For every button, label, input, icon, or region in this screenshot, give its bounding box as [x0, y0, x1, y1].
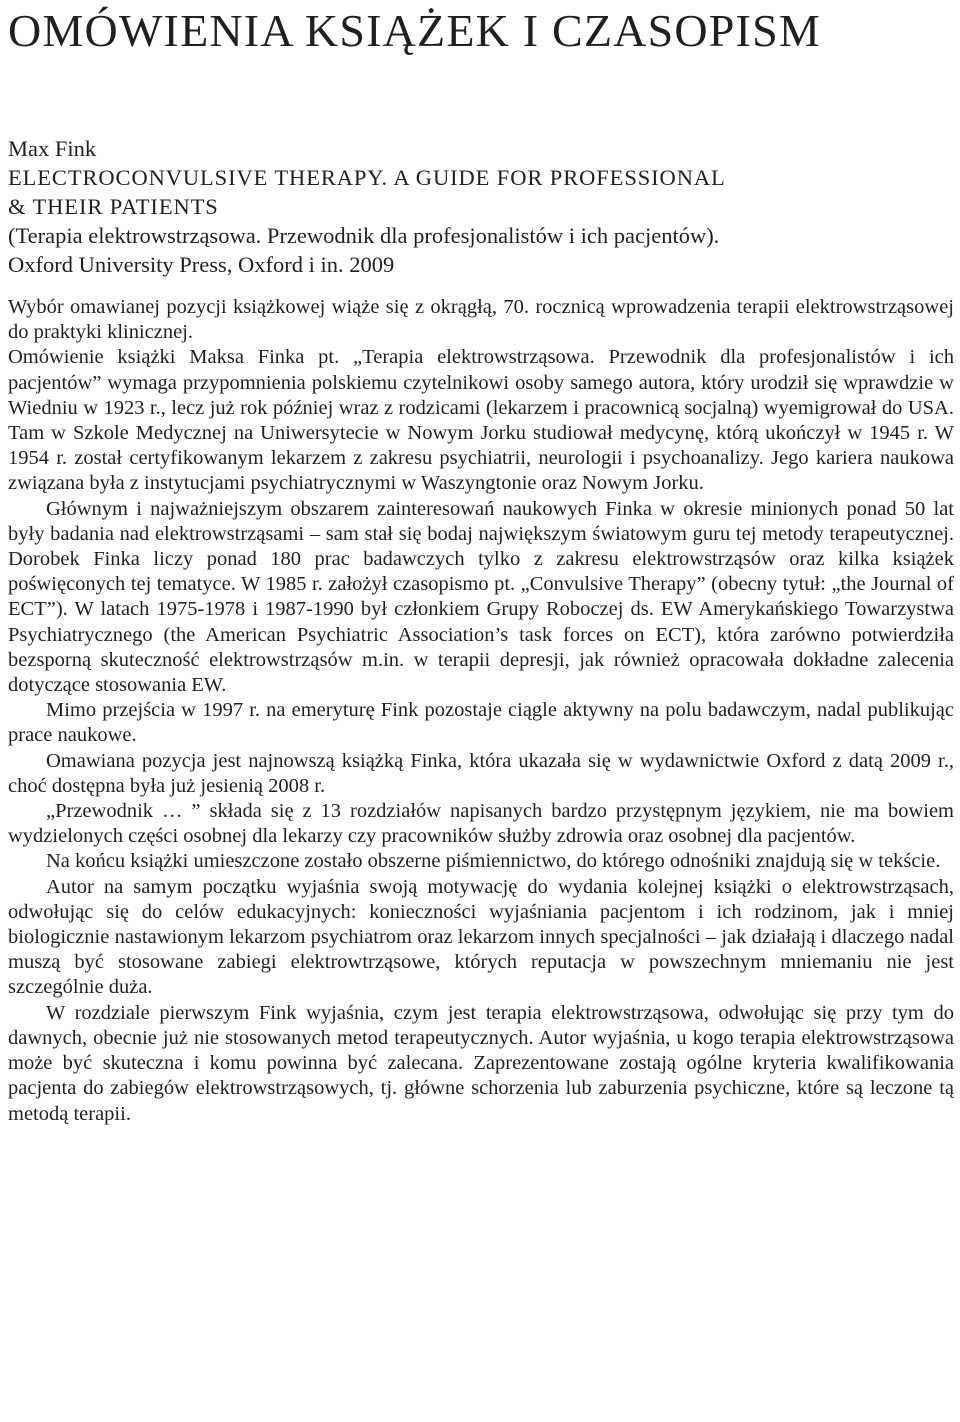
- bibliographic-entry: [8, 134, 954, 279]
- review-body: [8, 295, 954, 1127]
- review-paragraph: Mimo przejścia w 1997 r. na emeryturę Fink pozostaje ciągle aktywny na polu badawczym, nadal publikując prace naukowe.: [8, 699, 954, 747]
- review-paragraph: W rozdziale pierwszym Fink wyjaśnia, czym jest terapia elektrowstrząsowa, odwołując się przy tym do dawnych, obecnie już nie stosowanych metod terapeutycznych. Autor wyjaśnia, u kogo terapia elektrowstrząsowa może być skuteczna i komu powinna być zalecana. Zaprezentowane zostają ogólne kryteria kwalifikowania pacjenta do zabiegów elektrowstrząsowych, tj. główne schorzenia lub zaburzenia psychiczne, które są leczone tą metodą terapii.: [8, 1001, 954, 1125]
- review-paragraph: Wybór omawianej pozycji książkowej wiąże się z okrągłą, 70. rocznicą wprowadzenia terapii elektrowstrząsowej do praktyki klinicznej.: [8, 296, 954, 344]
- book-title-line-2: & THEIR PATIENTS: [8, 194, 219, 219]
- review-paragraph: Omówienie książki Maksa Finka pt. „Terapia elektrowstrząsowa. Przewodnik dla profesjonalistów i ich pacjentów” wymaga przypomnienia polskiemu czytelnikowi osoby samego autora, który urodził się wprawdzie w Wiedniu w 1923 r., lecz już rok później wraz z rodzicami (lekarzem i pracownicą socjalną) wyemigrował do USA. Tam w Szkole Medycznej na Uniwersytecie w Nowym Jorku studiował medycynę, którą ukończył w 1945 r. W 1954 r. został certyfikowanym lekarzem z zakresu psychiatrii, neurologii i psychoanalizy. Jego kariera naukowa związana była z instytucjami psychiatrycznymi w Waszyngtonie oraz Nowym Jorku.: [8, 346, 954, 495]
- review-paragraph: Autor na samym początku wyjaśnia swoją motywację do wydania kolejnej książki o elektrowstrząsach, odwołując się do celów edukacyjnych: konieczności wyjaśniania pacjentom i ich rodzinom, jak i mniej biologicznie nastawionym lekarzom psychiatrom oraz lekarzom innych specjalności – jak działają i dlaczego nadal muszą być stosowane zabiegi elektrowtrząsowe, których reputacja w powszechnym mniemaniu nie jest szczególnie duża.: [8, 875, 954, 999]
- review-paragraph: „Przewodnik … ” składa się z 13 rozdziałów napisanych bardzo przystępnym językiem, nie ma bowiem wydzielonych części osobnej dla lekarzy czy pracowników służby zdrowia oraz osobnej dla pacjentów.: [8, 800, 954, 848]
- book-author: Max Fink: [8, 136, 97, 161]
- book-publisher: Oxford University Press, Oxford i in. 2009: [8, 252, 395, 277]
- book-title-line-1: ELECTROCONVULSIVE THERAPY. A GUIDE FOR PROFESSIONAL: [8, 165, 726, 190]
- document-page: [8, 0, 954, 1127]
- review-paragraph: Na końcu książki umieszczone zostało obszerne piśmiennictwo, do którego odnośniki znajdują się w tekście.: [46, 850, 941, 873]
- book-title-translation: (Terapia elektrowstrząsowa. Przewodnik dla profesjonalistów i ich pacjentów).: [8, 223, 720, 248]
- section-title: OMÓWIENIA KSIĄŻEK I CZASOPISM: [8, 5, 821, 56]
- review-paragraph: Głównym i najważniejszym obszarem zainteresowań naukowych Finka w okresie minionych ponad 50 lat były badania nad elektrowstrząsami – sam stał się bodaj największym światowym guru tej metody terapeutycznej. Dorobek Finka liczy ponad 180 prac badawczych tylko z zakresu elektrowstrząsów oraz kilka książek poświęconych tej tematyce. W 1985 r. założył czasopismo pt. „Convulsive Therapy” (obecny tytuł: „the Journal of ECT”). W latach 1975-1978 i 1987-1990 był członkiem Grupy Roboczej ds. EW Amerykańskiego Towarzystwa Psychiatrycznego (the American Psychiatric Association’s task forces on ECT), która zarówno potwierdziła bezsporną skuteczność elektrowstrząsów m.in. w terapii depresji, jak również opracowała dokładne zalecenia dotyczące stosowania EW.: [8, 497, 954, 697]
- review-paragraph: Omawiana pozycja jest najnowszą książką Finka, która ukazała się w wydawnictwie Oxford z datą 2009 r., choć dostępna była już jesienią 2008 r.: [8, 749, 954, 797]
